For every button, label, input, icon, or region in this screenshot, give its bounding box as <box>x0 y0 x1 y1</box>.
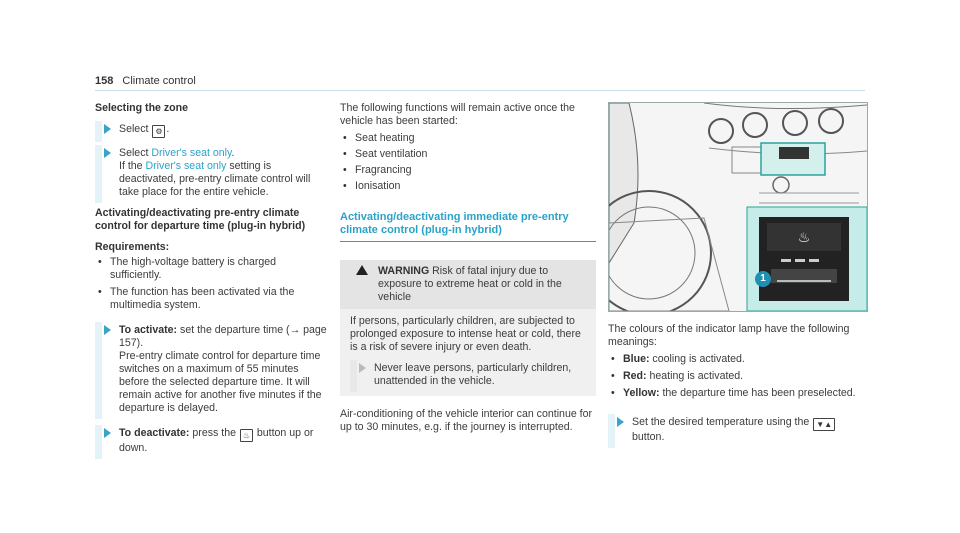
warning-triangle-icon <box>356 265 368 275</box>
requirements-list <box>95 256 330 312</box>
reference-arrow-icon: → <box>289 324 301 336</box>
list-item: • Seat heating <box>340 132 596 145</box>
colour-label: Blue: <box>623 353 650 365</box>
selecting-heading: Selecting the zone <box>95 102 189 114</box>
warning-label: WARNING <box>378 265 430 277</box>
step-bar <box>608 414 615 448</box>
functions-list <box>340 132 596 193</box>
step-drivers-seat <box>95 147 330 199</box>
svg-text:♨: ♨ <box>797 230 811 246</box>
warning-body <box>340 309 596 396</box>
functions-intro: The following functions will remain active once the vehicle has been started: <box>340 102 575 127</box>
step-bar <box>95 322 102 419</box>
warning-title: Risk of fatal injury due to exposure to extreme heat or cold in the vehicle <box>378 265 562 303</box>
list-item: • Ionisation <box>340 180 596 193</box>
colour-label: Yellow: <box>623 387 660 399</box>
step-text: Pre-entry climate control for departure time switches on a maximum of 55 minutes before the selected departure time. It will remain active for another five minutes if the departure is delayed. <box>119 350 322 414</box>
list-item: • The high-voltage battery is charged sufficiently. <box>95 256 330 282</box>
step-arrow-icon <box>104 124 111 134</box>
step-text: Never leave persons, particularly children, unattended in the vehicle. <box>374 362 572 387</box>
list-item: • Fragrancing <box>340 164 596 177</box>
immediate-climate-heading: Activating/deactivating immediate pre-entry climate control (plug-in hybrid) <box>340 211 569 236</box>
step-text: press the <box>189 427 239 439</box>
step-bar <box>95 121 102 142</box>
drivers-seat-only-option: Driver's seat only <box>145 160 227 172</box>
step-bar <box>95 425 102 459</box>
step-set-temperature <box>608 416 866 444</box>
warning-header <box>340 260 596 309</box>
temperature-rocker-icon: ▼▲ <box>813 418 835 431</box>
step-arrow-icon <box>104 148 111 158</box>
list-item: • The function has been activated via the multimedia system. <box>95 286 330 312</box>
activating-heading: Activating/deactivating pre-entry climate control for departure time (plug-in hybrid) <box>95 207 306 232</box>
list-item: • Seat ventilation <box>340 148 596 161</box>
column-right <box>608 102 866 444</box>
colours-intro: The colours of the indicator lamp have the following meanings: <box>608 323 850 348</box>
step-arrow-icon <box>104 325 111 335</box>
column-left <box>95 102 330 455</box>
column-middle <box>340 102 596 434</box>
step-text: If the <box>119 160 146 172</box>
colour-label: Red: <box>623 370 647 382</box>
drivers-seat-only-option: Driver's seat only <box>151 147 232 159</box>
warning-box <box>340 260 596 396</box>
step-arrow-icon <box>359 363 366 373</box>
step-text: Set the desired temperature using the <box>632 416 813 428</box>
dashboard-drawing <box>609 103 867 311</box>
step-text: set the departure time ( <box>177 324 290 336</box>
step-text: button. <box>632 431 665 443</box>
activate-label: To activate: <box>119 324 178 336</box>
step-text: Select <box>119 123 149 135</box>
colour-text: heating is activated. <box>646 370 744 382</box>
warning-text: If persons, particularly children, are subjected to prolonged exposure to intense heat or cold, there is a risk of severe injury or even death. <box>350 315 581 353</box>
step-select-zone <box>95 123 330 138</box>
list-item <box>608 353 866 366</box>
step-bar <box>95 145 102 203</box>
deactivate-label: To deactivate: <box>119 427 190 439</box>
step-bar <box>350 360 357 392</box>
section-title: Climate control <box>122 75 196 87</box>
step-text: Select <box>119 147 152 159</box>
page-number: 158 <box>95 75 114 87</box>
step-deactivate <box>95 427 330 455</box>
step-activate <box>95 324 330 415</box>
warning-step <box>350 362 588 388</box>
list-item <box>608 370 866 383</box>
callout-marker: 1 <box>755 271 771 287</box>
step-text: . <box>166 123 170 135</box>
step-text: setting is deactivated, pre-entry climate control will take place for the entire vehicle. <box>119 160 311 198</box>
aircon-text: Air-conditioning of the vehicle interior can continue for up to 30 minutes, e.g. if the journey is interrupted. <box>340 408 593 433</box>
step-text: button up or down. <box>119 427 314 454</box>
dashboard-illustration <box>608 102 868 312</box>
requirements-heading: Requirements: <box>95 241 170 253</box>
colour-text: the departure time has been preselected. <box>659 387 856 399</box>
step-arrow-icon <box>617 417 624 427</box>
step-text: . <box>231 147 235 159</box>
list-item <box>608 387 866 400</box>
header-rule <box>95 90 865 91</box>
colour-text: cooling is activated. <box>649 353 745 365</box>
page-header <box>95 75 196 88</box>
colour-list <box>608 353 866 400</box>
step-arrow-icon <box>104 428 111 438</box>
heading-rule <box>340 241 596 242</box>
pre-entry-climate-button-icon: ♨ <box>240 429 253 442</box>
settings-icon: ⚙ <box>152 125 165 138</box>
page-reference: page 157). <box>119 324 327 349</box>
